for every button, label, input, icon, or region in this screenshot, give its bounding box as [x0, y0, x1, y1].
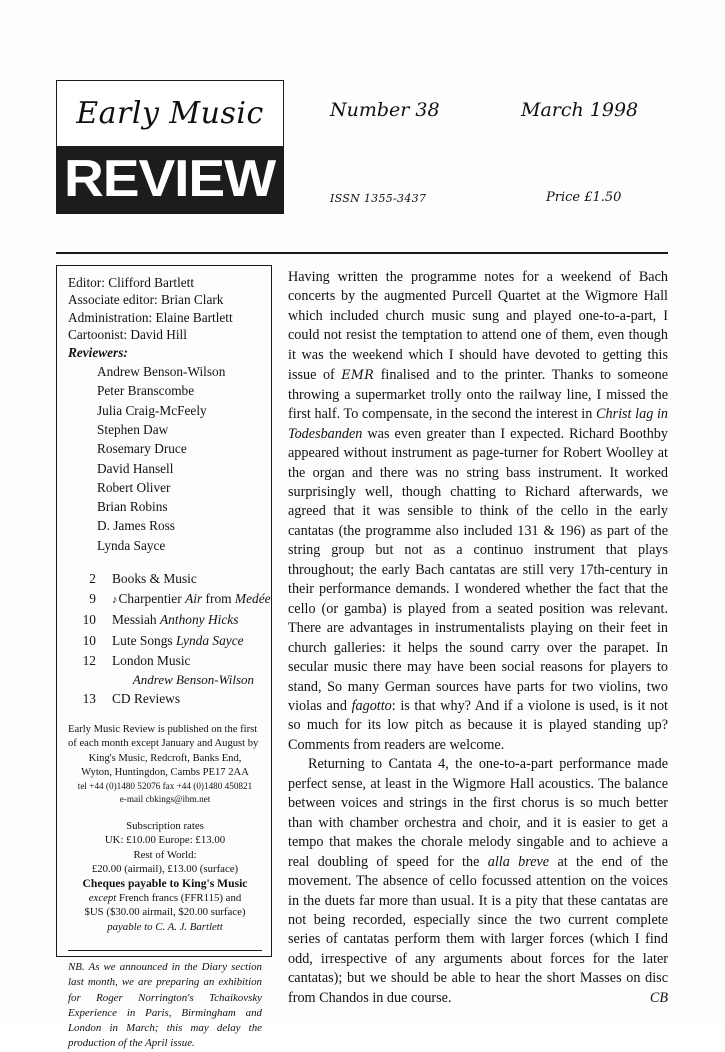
header-divider [56, 252, 668, 254]
reviewer-list [68, 362, 262, 555]
subscription-payable-note: payable to C. A. J. Bartlett [107, 920, 223, 933]
contents-entry-title: London Music [112, 652, 191, 668]
contents-list [68, 569, 271, 709]
publisher-address: King's Music, Redcroft, Banks End, [88, 752, 242, 764]
editorial-paragraph-1: Having written the programme notes for a weekend of Bach concerts by the augmented Purcell Quartet at the Wigmore Hall which included church music sung and played one-to-a-part, I could not resist the temptation to attend one of them, even though it was the weekend which I should have devoted to getting this issue of EMR finalised and to the printer. Thanks to someone throwing a supermarket trolly onto the railway line, I missed the first half. To compensate, in the second the interest in Christ lag in Todesbanden was even greater than I expected. Richard Boothby appeared without instrument as page-turner for Robert Woolley at the organ and there was no string bass instrument. It worked surprisingly well, though chatting to Richard afterwards, we agreed that it was sensible to think of the cello in the early cantatas (the programme also included 131 & 196) as part of the string group but not as a continuo instrument that plays throughout; the early Bach cantatas are still very 17th-century in their performance demands. I wondered whether the fact that the cello (or gamba) is played from a seated position was relevant. There are advantages in instrumentalists playing on their feet in church galleries: it helps the sound carry over the parapet. In secular music there may have been social reasons for players to stand, So many German sources have parts for two violins, two violas and fagotto: is that why? And if a violone is used, is it not so much for its low pitch as because it is played standing up? Comments from readers are welcome. [288, 269, 669, 753]
staff-list [68, 274, 262, 361]
issue-date: March 1998 [521, 99, 639, 121]
publisher-email[interactable]: e-mail cbkings@ibm.net [119, 794, 211, 805]
staff-associate-editor: Associate editor: Brian Clark [68, 292, 224, 308]
contents-page-number: 9 [89, 591, 96, 607]
subscription-currency-note: except French francs (FFR115) and [88, 892, 242, 905]
contents-entry-title: ♪Charpentier Air from Medée [112, 591, 271, 607]
music-note-icon: ♪ [112, 594, 118, 607]
reviewer-item: Rosemary Druce [97, 441, 187, 457]
logo-block-title [57, 146, 283, 213]
reviewer-item: Andrew Benson-Wilson [97, 364, 226, 380]
subscription-rate-uk-europe: UK: £10.00 Europe: £13.00 [104, 834, 226, 847]
reviewer-item: Stephen Daw [97, 421, 169, 437]
reviewer-item: Robert Oliver [97, 479, 171, 495]
editorial-signoff: CB [649, 989, 668, 1006]
contents-page-number: 2 [89, 571, 96, 586]
publisher-address: Wyton, Huntingdon, Cambs PE17 2AA [81, 766, 249, 778]
contents-entry[interactable] [68, 651, 262, 671]
reviewer-item: Julia Craig-McFeely [97, 402, 207, 418]
contents-entry-byline: Andrew Benson-Wilson [132, 672, 254, 688]
reviewers-heading: Reviewers: [68, 344, 128, 360]
contents-entry[interactable] [68, 631, 262, 651]
price-text: Price £1.50 [546, 190, 622, 205]
subscription-info [68, 819, 262, 934]
subscription-cheques-note: Cheques payable to King's Music [82, 876, 248, 890]
contents-page-number: 12 [82, 652, 96, 668]
emr-abbreviation: EMR [341, 367, 375, 383]
contents-entry-title: CD Reviews [112, 691, 181, 707]
nb-note: NB. As we announced in the Diary section last month, we are preparing an exhibition for Roger Norrington's Tchaikovsky Experience in Paris, Birmingham and London in March; this may delay the production of the April issue. [68, 950, 262, 1051]
reviewer-item: Brian Robins [97, 499, 168, 515]
publisher-line: Early Music Review is published on the first [68, 724, 258, 736]
publisher-phone: tel +44 (0)1480 52076 fax +44 (0)1480 450821 [77, 781, 253, 792]
publisher-line: of each month except January and August by [68, 738, 259, 750]
reviewer-item: Lynda Sayce [97, 537, 166, 553]
editorial-column [288, 268, 668, 1008]
contents-entry[interactable] [68, 610, 262, 630]
staff-editor: Editor: Clifford Bartlett [68, 275, 195, 290]
contents-page-number: 10 [82, 612, 96, 628]
contents-entry[interactable] [68, 589, 271, 610]
editorial-paragraph-2: Returning to Cantata 4, the one-to-a-part performance made perfect sense, at least in the Wigmore Hall acoustics. The balance between voices and strings in the first chorus is so much better than with chamber orchestra and choir, and it is easier to get a tempo that makes the chorale melody singable and to achieve a real doubling of speed for the alla breve at the end of the movement. The absence of cello focussed attention on the voices in the duets far more than usual. It is a pity that these cantatas are not being recorded, especially since the two current complete series of cantatas perform them with larger forces (which I find odd, irrespective of any arguments about forces for the later cantatas); but we should be able to hear the short Masses on disc from Chandos in due course. CB [288, 755, 668, 1008]
logo-block-text: REVIEW [64, 150, 276, 209]
contents-entry-title: Lute Songs Lynda Sayce [112, 632, 244, 648]
contents-page-number: 13 [82, 691, 96, 707]
sidebar-panel [56, 265, 272, 1050]
subscription-rate-row: £20.00 (airmail), £13.00 (surface) [91, 863, 239, 876]
logo-script-title [57, 81, 283, 146]
publisher-info [68, 723, 262, 806]
logo-script-text: Early Music [76, 95, 264, 131]
masthead [0, 0, 725, 232]
contents-entry[interactable] [68, 569, 262, 589]
reviewer-item: Peter Branscombe [97, 383, 195, 399]
subscription-rate-row-heading: Rest of World: [133, 848, 197, 861]
staff-administration: Administration: Elaine Bartlett [68, 309, 233, 325]
contents-entry[interactable] [68, 689, 262, 709]
issn-text: ISSN 1355-3437 [330, 192, 427, 205]
contents-entry-title: Messiah Anthony Hicks [112, 612, 239, 628]
issue-number: Number 38 [330, 99, 440, 121]
subscription-heading: Subscription rates [126, 820, 204, 833]
staff-cartoonist: Cartoonist: David Hill [68, 327, 187, 343]
reviewer-item: D. James Ross [97, 518, 175, 534]
journal-logo [56, 80, 284, 214]
subscription-usd-note: $US ($30.00 airmail, $20.00 surface) [84, 906, 246, 919]
contents-page-number: 10 [82, 632, 96, 648]
reviewer-item: David Hansell [97, 460, 174, 476]
contents-entry-title: Books & Music [112, 571, 197, 586]
